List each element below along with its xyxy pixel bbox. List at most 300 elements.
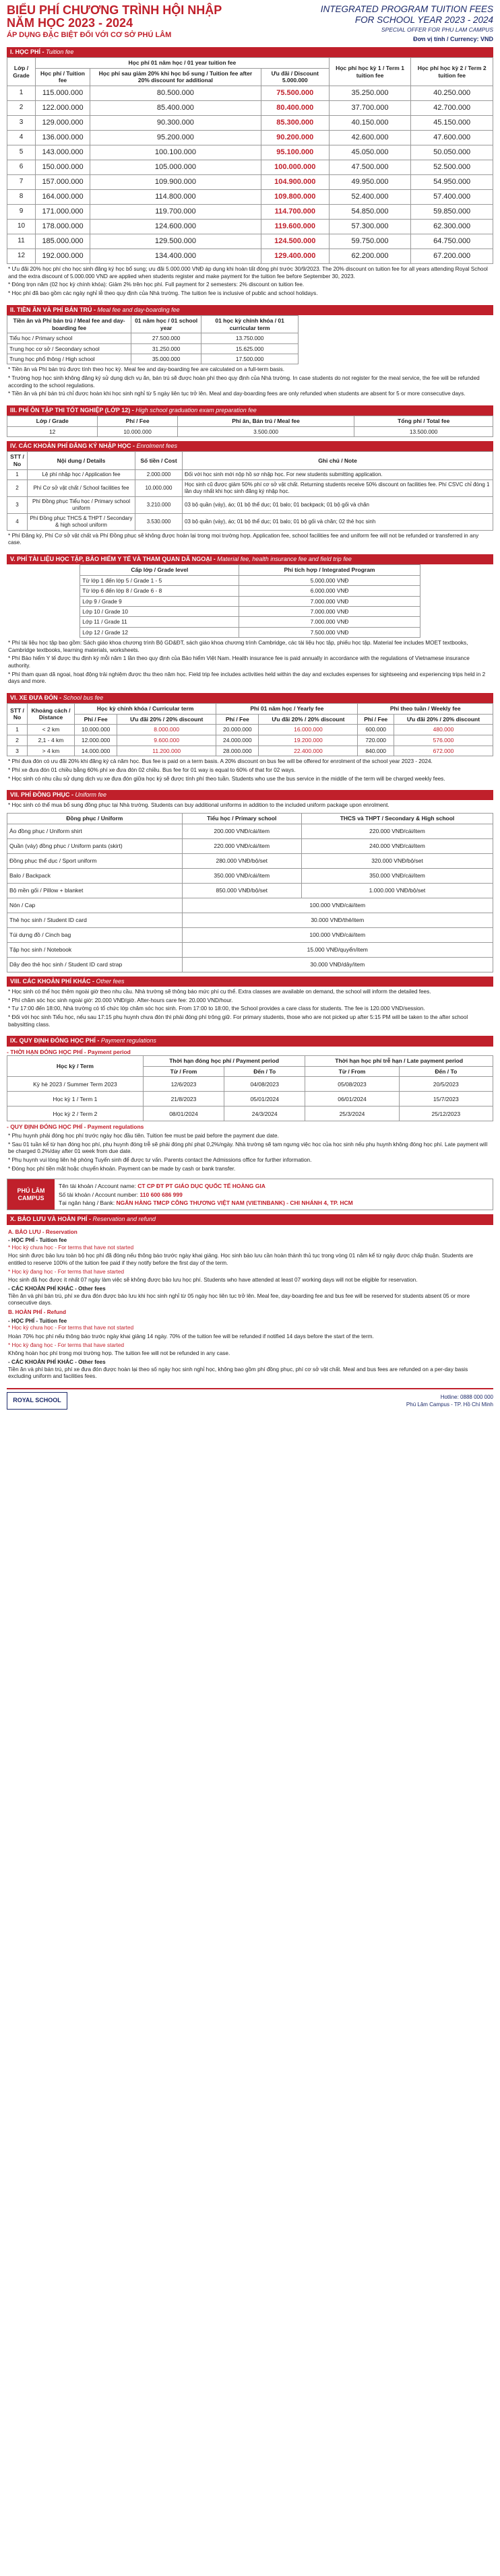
table-row [7,496,493,513]
cell-term: 13.750.000 [201,333,299,343]
reservation-other: - CÁC KHOẢN PHÍ KHÁC - Other fees [8,1286,106,1292]
footer-contacts [406,1393,493,1408]
col-from: Từ / From [305,1066,399,1077]
col-meal: Phí ăn, Bán trú / Meal fee [177,416,354,427]
cell-term-fee: 10.000.000 [75,725,117,735]
note: Học sinh đã học được ít nhất 07 ngày làm việc sẽ không được bảo lưu học phí. Students who have attended at least 07 working days will not be eligible for reservation. [8,1277,418,1284]
section-title-en: Payment regulations [100,1037,156,1045]
cell-term2: 52.500.000 [411,160,493,175]
cell-fee: 2.000.000 [135,469,183,480]
subheading: * Học kỳ đang học - For terms that have started [8,1342,125,1348]
enrolment-notes [7,531,493,550]
cell-grade: 6 [7,160,36,175]
cell-late-from: 05/08/2023 [305,1077,399,1092]
account-name-label: Tên tài khoản / Account name: [59,1183,136,1190]
section-title: IV. CÁC KHOẢN PHÍ ĐĂNG KÝ NHẬP HỌC [10,442,131,450]
cell-no: 2 [7,480,28,496]
cell-from: 21/8/2023 [143,1092,224,1107]
cell-item: Phí Cơ sở vật chất / School facilities fee [28,480,135,496]
cell-sibling: 85.400.000 [90,101,261,116]
cell-term2: 50.050.000 [411,145,493,160]
col-discount: Ưu đãi 20% / 20% discount [259,714,358,725]
cell-term-fee: 14.000.000 [75,746,117,756]
table-row [7,746,493,756]
col-item: Đồng phục / Uniform [7,814,183,824]
cell-fee: 7.000.000 VNĐ [239,606,420,616]
refund-other: - CÁC KHOẢN PHÍ KHÁC - Other fees [8,1359,106,1365]
cell-price: 100.000 VNĐ/cái/item [182,898,493,913]
col-from: Từ / From [143,1066,224,1077]
cell-item: Đồng phục thể dục / Sport uniform [7,853,183,868]
table-row [7,426,493,436]
cell-item: Dây đeo thẻ học sinh / Student ID card strap [7,957,183,972]
enrolment-table [7,451,493,530]
col-grade: Lớp / Grade [7,416,98,427]
cell-no: 1 [7,469,28,480]
cell-sibling: 114.800.000 [90,190,261,205]
cell-fee: 178.000.000 [36,220,90,234]
bus-notes [7,756,493,786]
cell-fee: 136.000.000 [36,131,90,145]
section-enrolment-header: IV. CÁC KHOẢN PHÍ ĐĂNG KÝ NHẬP HỌC - Enrolment fees [7,441,493,451]
payment-schedule-table [7,1055,493,1121]
vi-title-line1: BIỂU PHÍ CHƯƠNG TRÌNH HỘI NHẬP [7,3,222,17]
cell-term-discount: 11.200.000 [117,746,216,756]
en-title-line2: FOR SCHOOL YEAR 2023 - 2024 [354,14,493,25]
cell-primary: 280.000 VNĐ/bộ/set [182,853,301,868]
reservation-tuition: - HỌC PHÍ - Tuition fee [8,1237,67,1244]
section-title-en: Tuition fee [46,48,74,55]
cell-term2: 67.200.000 [411,249,493,264]
col-term: Học kỳ / Term [7,1056,144,1077]
section-bus-header: VI. XE ĐƯA ĐÓN - School bus fee [7,693,493,703]
table-row [7,942,493,957]
col-secondary: THCS và THPT / Secondary & High school [301,814,493,824]
note: * Học sinh có thể mua bổ sung đồng phục tại Nhà trường. Students can buy additional uniforms in addition to the included uniform package upon enrolment. [8,802,389,809]
cell-price: 30.000 VNĐ/thẻ/item [182,913,493,927]
cell-grade: 11 [7,234,36,249]
section-title: X. BẢO LƯU VÀ HOÀN PHÍ [10,1216,88,1223]
cell-level: Từ lớp 1 đến lớp 5 / Grade 1 - 5 [80,575,239,585]
subheading: * Học kỳ chưa học - For terms that have not started [8,1325,134,1331]
cell-sibling: 90.300.000 [90,116,261,131]
cell-secondary: 320.000 VNĐ/bộ/set [301,853,493,868]
section-uniform-header: VII. PHÍ ĐỒNG PHỤC - Uniform fee [7,790,493,800]
cell-late-to: 25/12/2023 [399,1107,493,1121]
cell-fee: 5.000.000 VNĐ [239,575,420,585]
cell-discount: 100.000.000 [261,160,329,175]
bank-name: NGÂN HÀNG TMCP CÔNG THƯƠNG VIỆT NAM (VIETINBANK) - CHI NHÁNH 4, TP. HCM [116,1199,353,1206]
cell-fee: 143.000.000 [36,145,90,160]
cell-level: Lớp 9 / Grade 9 [80,596,239,606]
table-row [7,725,493,735]
cell-distance: 2,1 - 4 km [28,735,75,746]
cell-grade: 8 [7,190,36,205]
cell-week-discount: 576.000 [394,735,493,746]
cell-late-to: 20/5/2023 [399,1077,493,1092]
cell-note: Đối với học sinh mới nộp hồ sơ nhập học. For new students submitting application. [183,469,493,480]
col-fee: Phí / Fee [358,714,394,725]
cell-no: 3 [7,496,28,513]
cell-fee: 3.210.000 [135,496,183,513]
col-fee: Phí / Fee [216,714,259,725]
note: * Phí xe đưa đón 01 chiều bằng 60% phí xe đưa đón 02 chiều. Bus fee for 01 way is equal to 60% of that for 02 ways. [8,766,296,773]
col-year: Phí 01 năm học / Yearly fee [216,704,358,715]
col-to: Đến / To [399,1066,493,1077]
table-row [7,824,493,838]
cell-item: Trung học cơ sở / Secondary school [7,343,131,354]
cell-item: Thẻ học sinh / Student ID card [7,913,183,927]
cell-item: Trung học phổ thông / High school [7,354,131,364]
cell-term1: 62.200.000 [329,249,411,264]
col-discount: Ưu đãi / Discount 5.000.000 [261,68,329,86]
cell-fee: 10.000.000 [98,426,177,436]
table-row [7,1092,493,1107]
cell-year-fee: 28.000.000 [216,746,259,756]
note: Tiền ăn và phí bán trú, phí xe đưa đón được hoàn lại theo số ngày học sinh nghỉ học, không bao gồm phí đồng phục, phí cơ sở vật chất. Meal and bus fees are refunded on a per-day basis excluding uniform and facilities fees. [8,1366,468,1380]
document-footer [7,1388,493,1410]
bus-table [7,703,493,756]
table-row [7,234,493,249]
note: * Phí tham quan dã ngoại, hoạt động trải nghiệm được thu theo năm học. Field trip fee includes activities held within the day and excludes expenses for sightseeing and experiencing trips held in 2 days and more. [8,671,486,685]
col-annual: Học phí 01 năm học / 01 year tuition fee [36,58,330,69]
cell-fee: 192.000.000 [36,249,90,264]
material-notes [7,638,493,689]
campus-label: PHÚ LÂM CAMPUS [7,1179,55,1210]
table-row [7,927,493,942]
cell-fee: 129.000.000 [36,116,90,131]
col-late: Thời hạn học phí trễ hạn / Late payment period [305,1056,493,1067]
uniform-table [7,813,493,972]
cell-discount: 104.900.000 [261,175,329,190]
cell-late-from: 25/3/2024 [305,1107,399,1121]
cell-fee: 3.530.000 [135,513,183,530]
note: Học sinh được bảo lưu toàn bộ học phí đã đóng nếu thông báo trước ngày khai giảng. Học sinh bảo lưu cần hoàn thành thủ tục trong vòng 01 năm kể từ ngày được chấp thuận. Students are entitled to reserve 100% of the tuition fee paid if they notify before the first day of the term. [8,1253,473,1267]
cell-total: 13.500.000 [354,426,493,436]
col-term2: Học phí học kỳ 2 / Term 2 tuition fee [411,58,493,86]
cell-item: Bộ mền gối / Pillow + blanket [7,883,183,898]
vi-title-line2: NĂM HỌC 2023 - 2024 [7,15,133,30]
section-material-header: V. PHÍ TÀI LIỆU HỌC TẬP, BẢO HIỂM Y TẾ VÀ THAM QUAN DÃ NGOẠI - Material fee, health insurance fee and field trip fee [7,554,493,564]
cell-item: Tiểu học / Primary school [7,333,131,343]
cell-item: Quần (váy) đồng phục / Uniform pants (skirt) [7,838,183,853]
col-distance: Khoảng cách / Distance [28,704,75,725]
cell-sibling: 95.200.000 [90,131,261,145]
col-term: Học kỳ chính khóa / Curricular term [75,704,216,715]
note: Tiền ăn và phí bán trú, phí xe đưa đón được bảo lưu khi học sinh nghỉ từ 05 ngày học liên tục trở lên. Meal fee, day-boarding fee and bus fee will be reserved for students absent 05 or more consecutive days. [8,1292,470,1307]
cell-term2: 62.300.000 [411,220,493,234]
table-row [7,735,493,746]
cell-discount: 85.300.000 [261,116,329,131]
table-row [7,333,299,343]
document-header [7,4,493,43]
section-title-en: Meal fee and day-boarding fee [97,306,180,313]
cell-fee: 6.000.000 VNĐ [239,586,420,596]
section-title-en: Enrolment fees [136,442,178,450]
section-title: V. PHÍ TÀI LIỆU HỌC TẬP, BẢO HIỂM Y TẾ VÀ THAM QUAN DÃ NGOẠI [10,555,212,562]
cell-from: 12/6/2023 [143,1077,224,1092]
cell-level: Lớp 12 / Grade 12 [80,627,239,637]
col-to: Đến / To [224,1066,305,1077]
table-row [7,898,493,913]
col-item: Tiền ăn và Phí bán trú / Meal fee and day-boarding fee [7,315,131,333]
section-other-header: VIII. CÁC KHOẢN PHÍ KHÁC - Other fees [7,977,493,987]
refund-content [7,1225,493,1384]
cell-term1: 42.600.000 [329,131,411,145]
cell-note: 03 bộ quần (váy), áo; 01 bộ thể dục; 01 balo; 01 bộ gối và chăn; 02 thẻ học sinh [183,513,493,530]
table-row [80,575,420,585]
cell-sibling: 129.500.000 [90,234,261,249]
cell-year-discount: 16.000.000 [259,725,358,735]
en-subtitle: SPECIAL OFFER FOR PHU LAM CAMPUS [381,26,493,34]
table-row [7,343,299,354]
cell-discount: 95.100.000 [261,145,329,160]
col-fee: Phí / Fee [98,416,177,427]
col-term: 01 học kỳ chính khóa / 01 curricular term [201,315,299,333]
cell-term1: 57.300.000 [329,220,411,234]
cell-from: 08/01/2024 [143,1107,224,1121]
note: * Tiền ăn và Phí bán trú được tính theo học kỳ. Meal fee and day-boarding fee are calculated on a full-term basis. [8,366,284,373]
section-title: VI. XE ĐƯA ĐÓN [10,694,58,701]
col-year: 01 năm học / 01 school year [131,315,201,333]
cell-week-fee: 720.000 [358,735,394,746]
note: * Tư 17:00 đến 18:00, Nhà trường có tổ chức lớp chăm sóc học sinh. From 17:00 to 18:00, the School provides a care class for students. The fee is 120.000 VND/session. [8,1005,425,1012]
table-row [7,853,493,868]
material-table [80,564,420,638]
note: * Phí Bảo hiểm Y tế được thu định kỳ mỗi năm 1 lần theo quy định của Bảo hiểm Việt Nam. Health insurance fee is paid annually in accordance with the regulations of Vietnamese insurance authority. [8,655,470,669]
col-no: STT / No [7,452,28,469]
cell-price: 100.000 VNĐ/cái/item [182,927,493,942]
note: * Trường hợp học sinh không đăng ký sử dụng dịch vụ ăn, bán trú sẽ được hoàn phí theo quy định của Nhà trường. In case students do not register for the meal service, the fee will be refunded according to the school regulations. [8,374,480,389]
cell-term2: 64.750.000 [411,234,493,249]
other-notes [7,987,493,1032]
section-title-en: School bus fee [63,694,104,701]
col-fee: Phí tích hợp / Integrated Program [239,565,420,576]
account-name: CT CP ĐT PT GIÁO DỤC QUỐC TẾ HOÀNG GIA [137,1183,265,1190]
cell-term-fee: 12.000.000 [75,735,117,746]
cell-fee: 185.000.000 [36,234,90,249]
note: * Đóng học phí tiền mặt hoặc chuyển khoản. Payment can be made by cash or bank transfer. [8,1165,236,1172]
payment-notes [7,1131,493,1176]
note: * Học phí đã bao gồm các ngày nghỉ lễ theo quy định của Nhà trường. The tuition fee is inclusive of public and school holidays. [8,290,318,296]
cell-no: 2 [7,735,28,746]
section-exam-header: III. PHÍ ÔN TẬP THI TỐT NGHIỆP (LỚP 12) - High school graduation exam preparation fee [7,405,493,416]
meal-notes [7,364,493,401]
cell-sibling: 134.400.000 [90,249,261,264]
note: * Học sinh có thể học thêm ngoài giờ theo nhu cầu. Nhà trường sẽ thông báo mức phí cụ thể. Extra classes are available on demand, the school will inform the detailed fees. [8,989,431,995]
cell-sibling: 105.000.000 [90,160,261,175]
cell-discount: 80.400.000 [261,101,329,116]
cell-fee: 10.000.000 [135,480,183,496]
cell-late-from: 06/01/2024 [305,1092,399,1107]
cell-sibling: 119.700.000 [90,205,261,220]
cell-no: 1 [7,725,28,735]
refund-heading: B. HOÀN PHÍ - Refund [8,1309,66,1316]
cell-grade: 3 [7,116,36,131]
cell-term2: 40.250.000 [411,86,493,101]
cell-discount: 75.500.000 [261,86,329,101]
payment-period-heading: - THỜI HẠN ĐÓNG HỌC PHÍ - Payment period [7,1048,131,1055]
footer-line: Hotline: 0888 000 000 [440,1393,493,1400]
cell-distance: > 4 km [28,746,75,756]
cell-year-discount: 22.400.000 [259,746,358,756]
cell-late-to: 15/7/2023 [399,1092,493,1107]
table-row [7,116,493,131]
cell-term1: 54.850.000 [329,205,411,220]
table-row [7,175,493,190]
reservation-heading: A. BẢO LƯU - Reservation [8,1228,77,1235]
cell-to: 04/08/2023 [224,1077,305,1092]
cell-fee: 157.000.000 [36,175,90,190]
cell-level: Từ lớp 6 đến lớp 8 / Grade 6 - 8 [80,586,239,596]
col-total: Tổng phí / Total fee [354,416,493,427]
table-row [80,586,420,596]
section-title-en: Material fee, health insurance fee and field trip fee [217,555,352,562]
note: * Phí Đăng ký, Phí Cơ sở vật chất và Phí Đồng phục sẽ không được hoàn lại trong mọi trường hợp. Application fee, school facilities fee and uniform fee will not be refunded or transferred in any case. [8,532,479,546]
exam-table [7,416,493,437]
note: * Đóng trọn năm (02 học kỳ chính khóa): Giảm 2% trên học phí. Full payment for 2 semesters: 2% discount on tuition fee. [8,282,305,288]
cell-grade: 12 [7,249,36,264]
col-level: Cấp lớp / Grade level [80,565,239,576]
cell-sibling: 80.500.000 [90,86,261,101]
cell-term1: 49.950.000 [329,175,411,190]
table-row [7,838,493,853]
cell-price: 30.000 VNĐ/dây/item [182,957,493,972]
cell-discount: 129.400.000 [261,249,329,264]
cell-item: Áo đồng phục / Uniform shirt [7,824,183,838]
cell-grade: 4 [7,131,36,145]
cell-year: 27.500.000 [131,333,201,343]
bank-info [55,1179,357,1210]
table-row [80,627,420,637]
cell-term: 17.500.000 [201,354,299,364]
cell-item: Nón / Cap [7,898,183,913]
cell-term2: 45.150.000 [411,116,493,131]
note: * Phụ huynh vui lòng liên hệ phòng Tuyển sinh để được tư vấn. Parents contact the Admissions office for further information. [8,1157,312,1163]
cell-item: Tập học sinh / Notebook [7,942,183,957]
account-number-label: Số tài khoản / Account number: [59,1191,139,1198]
table-row [7,354,299,364]
section-title-en: Uniform fee [75,791,107,799]
table-row [7,480,493,496]
en-title-line1: INTEGRATED PROGRAM TUITION FEES [320,4,493,14]
cell-fee: 164.000.000 [36,190,90,205]
table-row [7,190,493,205]
col-note: Ghi chú / Note [183,452,493,469]
header-english [321,4,493,43]
section-refund-header: X. BẢO LƯU VÀ HOÀN PHÍ - Reservation and refund [7,1214,493,1224]
cell-secondary: 240.000 VNĐ/cái/item [301,838,493,853]
cell-term-discount: 8.000.000 [117,725,216,735]
table-row [7,913,493,927]
table-row [7,1107,493,1121]
cell-grade: 2 [7,101,36,116]
cell-fee: 7.000.000 VNĐ [239,596,420,606]
cell-item: Balo / Backpack [7,868,183,883]
col-discount: Ưu đãi 20% / 20% discount [394,714,493,725]
cell-term1: 59.750.000 [329,234,411,249]
table-row [7,1077,493,1092]
cell-term1: 35.250.000 [329,86,411,101]
section-title: I. HỌC PHÍ [10,48,41,55]
cell-item: Túi dựng đồ / Cinch bag [7,927,183,942]
cell-item: Lệ phí nhập học / Application fee [28,469,135,480]
note: * Ưu đãi 20% học phí cho học sinh đăng ký học bổ sung; ưu đãi 5.000.000 VNĐ áp dụng khi hoàn tất đóng phí trước 30/9/2023. The 20% discount on tuition fee for all years attending Royal School and the extra discount of 5.000.000 VND are applied when students register and make payment for the tuition fee before September 30, 2023. [8,266,488,279]
currency-label: Đơn vị tính / Currency: VND [413,35,493,42]
note: Không hoàn học phí trong mọi trường hợp. The tuition fee will not be refunded in any case. [8,1350,230,1357]
cell-term1: 40.150.000 [329,116,411,131]
note: * Học sinh có nhu cầu sử dụng dịch vụ xe đưa đón giữa học kỳ sẽ được tính phí theo tuần. Students who use the bus service in the middle of the term will be charged weekly fees. [8,775,445,782]
col-no: STT / No [7,704,28,725]
cell-grade: 10 [7,220,36,234]
cell-year: 35.000.000 [131,354,201,364]
cell-term1: 52.400.000 [329,190,411,205]
cell-item: Phí Đồng phục Tiểu học / Primary school uniform [28,496,135,513]
cell-term: Học kỳ 2 / Term 2 [7,1107,144,1121]
table-row [7,131,493,145]
refund-tuition: - HỌC PHÍ - Tuition fee [8,1317,67,1324]
cell-term2: 59.850.000 [411,205,493,220]
cell-year-fee: 24.000.000 [216,735,259,746]
cell-term1: 47.500.000 [329,160,411,175]
table-row [7,145,493,160]
cell-sibling: 100.100.000 [90,145,261,160]
tuition-notes [7,264,493,301]
cell-level: Lớp 11 / Grade 11 [80,617,239,627]
cell-to: 05/01/2024 [224,1092,305,1107]
cell-term: Kỳ hè 2023 / Summer Term 2023 [7,1077,144,1092]
school-logo: ROYAL SCHOOL [7,1392,67,1410]
table-row [7,868,493,883]
section-title: VII. PHÍ ĐỒNG PHỤC [10,791,70,799]
section-title-en: Reservation and refund [92,1216,156,1223]
table-row [7,220,493,234]
cell-term2: 54.950.000 [411,175,493,190]
table-row [7,249,493,264]
cell-fee: 171.000.000 [36,205,90,220]
col-primary: Tiểu học / Primary school [182,814,301,824]
tuition-table [7,57,493,264]
cell-no: 4 [7,513,28,530]
table-row [7,957,493,972]
cell-week-fee: 840.000 [358,746,394,756]
note: Hoàn 70% học phí nếu thông báo trước ngày khai giảng 14 ngày. 70% of the tuition fee will be refunded if notified 14 days before the start of the term. [8,1333,374,1340]
cell-discount: 109.800.000 [261,190,329,205]
cell-fee: 7.000.000 VNĐ [239,617,420,627]
note: * Tiền ăn và phí bán trú chỉ được hoàn khi học sinh nghỉ từ 5 ngày liên tục trở lên. Meal and day-boarding fees are only refunded when students are absent for 5 or more consecutive days. [8,391,466,397]
section-title: II. TIỀN ĂN VÀ PHÍ BÁN TRÚ [10,306,92,313]
note: * Phụ huynh phải đóng học phí trước ngày học đầu tiên. Tuition fee must be paid before the payment due date. [8,1133,279,1140]
cell-year-fee: 20.000.000 [216,725,259,735]
col-fee: Phí / Fee [75,714,117,725]
cell-fee: 7.500.000 VNĐ [239,627,420,637]
table-row [7,86,493,101]
col-annual-fee: Học phí / Tuition fee [36,68,90,86]
cell-fee: 150.000.000 [36,160,90,175]
cell-level: Lớp 10 / Grade 10 [80,606,239,616]
cell-week-discount: 672.000 [394,746,493,756]
cell-price: 15.000 VNĐ/quyển/item [182,942,493,957]
cell-term2: 57.400.000 [411,190,493,205]
table-row [80,617,420,627]
cell-no: 3 [7,746,28,756]
col-period: Thời hạn đóng học phí / Payment period [143,1056,305,1067]
cell-week-discount: 480.000 [394,725,493,735]
cell-year-discount: 19.200.000 [259,735,358,746]
note: * Sau 01 tuần kể từ hạn đóng học phí, phụ huynh đóng trễ sẽ phải đóng phí phạt 0,2%/ngày. Nhà trường sẽ tạm ngưng việc học của học sinh nếu phụ huynh không đóng học phí. Late payment will be charged 0.2%/day after 01 week from due date. [8,1141,488,1155]
col-term1: Học phí học kỳ 1 / Term 1 tuition fee [329,58,411,86]
cell-grade: 5 [7,145,36,160]
